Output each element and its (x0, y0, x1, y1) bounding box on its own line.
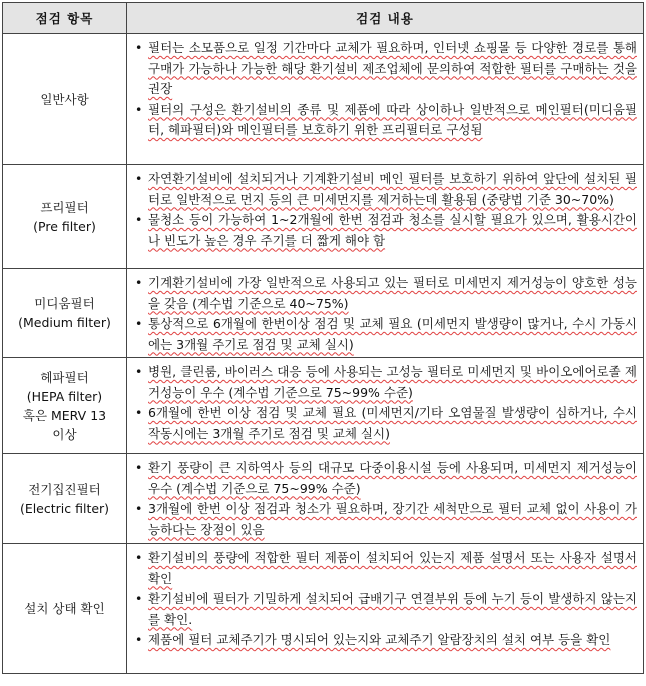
item-cell (3, 358, 127, 454)
list-item: • 환기설비에 필터가 기밀하게 설치되어 급배기구 연결부위 등에 누기 등이 발생하지 않는지를 확인. (135, 589, 637, 630)
list-item: • 필터는 소모품으로 일정 기간마다 교체가 필요하며, 인터넷 쇼핑몰 등 다양한 경로를 통해 구매가 가능하나 가능한 해당 환기설비 제조업체에 문의하여 적합한 필터를 구매하는 것을 권장 (135, 38, 637, 100)
item-label: 프리필터 (40, 199, 89, 215)
content-cell (127, 454, 644, 544)
item-label: 일반사항 (40, 91, 89, 107)
content-cell (127, 544, 644, 674)
table-row (3, 544, 644, 674)
list-item: • 필터의 구성은 환기설비의 종류 및 제품에 따라 상이하나 일반적으로 메인필터(미디움필터, 헤파필터)와 메인필터를 보호하기 위한 프리필터로 구성됨 (135, 100, 637, 141)
table-row (3, 269, 644, 358)
item-label: 전기집진필터 (28, 481, 101, 497)
list-item: • 3개월에 한번 이상 점검과 청소가 필요하며, 장기간 세척만으로 필터 교체 없이 사용이 가능하다는 장점이 있음 (135, 499, 637, 540)
item-label: 미디움필터 (34, 296, 95, 311)
content-cell (127, 269, 644, 358)
list-item: • 물청소 등이 가능하여 1~2개월에 한번 점검과 청소를 실시할 필요가 있으며, 활용시간이나 빈도가 높은 경우 주기를 더 짧게 해야 함 (135, 210, 637, 251)
header-row (3, 3, 644, 34)
table-row (3, 454, 644, 544)
content-cell (127, 358, 644, 454)
item-label: 설치 상태 확인 (24, 601, 105, 616)
item-label: (Pre filter) (33, 218, 96, 234)
item-cell (3, 544, 127, 674)
item-label: 혹은 MERV 13 (22, 407, 107, 423)
list-item: • 환기 풍량이 큰 지하역사 등의 대규모 다중이용시설 등에 사용되며, 미세먼지 제거성능이 우수 (계수법 기준으로 75~99% 수준) (135, 458, 637, 499)
filter-inspection-table (2, 2, 644, 674)
item-label: 헤파필터 (40, 369, 89, 385)
header-inspection-content: 검검 내용 (127, 3, 644, 34)
list-item: • 자연환기설비에 설치되거나 기계환기설비 메인 필터를 보호하기 위하여 앞단에 설치된 필터로 일반적으로 먼지 등의 큰 미세먼지를 제거하는데 활용됨 (중량법 기준 30~70%) (135, 169, 637, 210)
item-label: 이상 (52, 426, 77, 442)
list-item: • 제품에 필터 교체주기가 명시되어 있는지와 교체주기 알람장치의 설치 여부 등을 확인 (135, 630, 637, 651)
item-cell (3, 269, 127, 358)
item-label: (Medium filter) (18, 315, 111, 330)
list-item: • 병원, 클린룸, 바이러스 대응 등에 사용되는 고성능 필터로 미세먼지 및 바이오에어로졸 제거성능이 우수 (계수법 기준으로 75~99% 수준) (135, 362, 637, 403)
content-cell (127, 165, 644, 269)
item-label: (Electric filter) (19, 500, 110, 516)
header-inspection-item: 점검 항목 (3, 3, 127, 34)
table-row (3, 34, 644, 165)
content-cell (127, 34, 644, 165)
list-item: • 6개월에 한번 이상 점검 및 교체 필요 (미세먼지/기타 오염물질 발생량이 심하거나, 수시 작동시에는 3개월 주기로 점검 및 교체 실시) (135, 403, 637, 444)
item-cell (3, 34, 127, 165)
table-row (3, 358, 644, 454)
list-item: • 통상적으로 6개월에 한번이상 점검 및 교체 필요 (미세먼지 발생량이 많거나, 수시 가동시에는 3개월 주기로 점검 및 교체 실시) (135, 314, 637, 355)
table-row (3, 165, 644, 269)
item-cell (3, 454, 127, 544)
item-label: (HEPA filter) (26, 388, 103, 404)
list-item: • 기계환기설비에 가장 일반적으로 사용되고 있는 필터로 미세먼지 제거성능이 양호한 성능을 갖음 (계수법 기준으로 40~75%) (135, 273, 637, 314)
item-cell (3, 165, 127, 269)
list-item: • 환기설비의 풍량에 적합한 필터 제품이 설치되어 있는지 제품 설명서 또는 사용자 설명서 확인 (135, 548, 637, 589)
